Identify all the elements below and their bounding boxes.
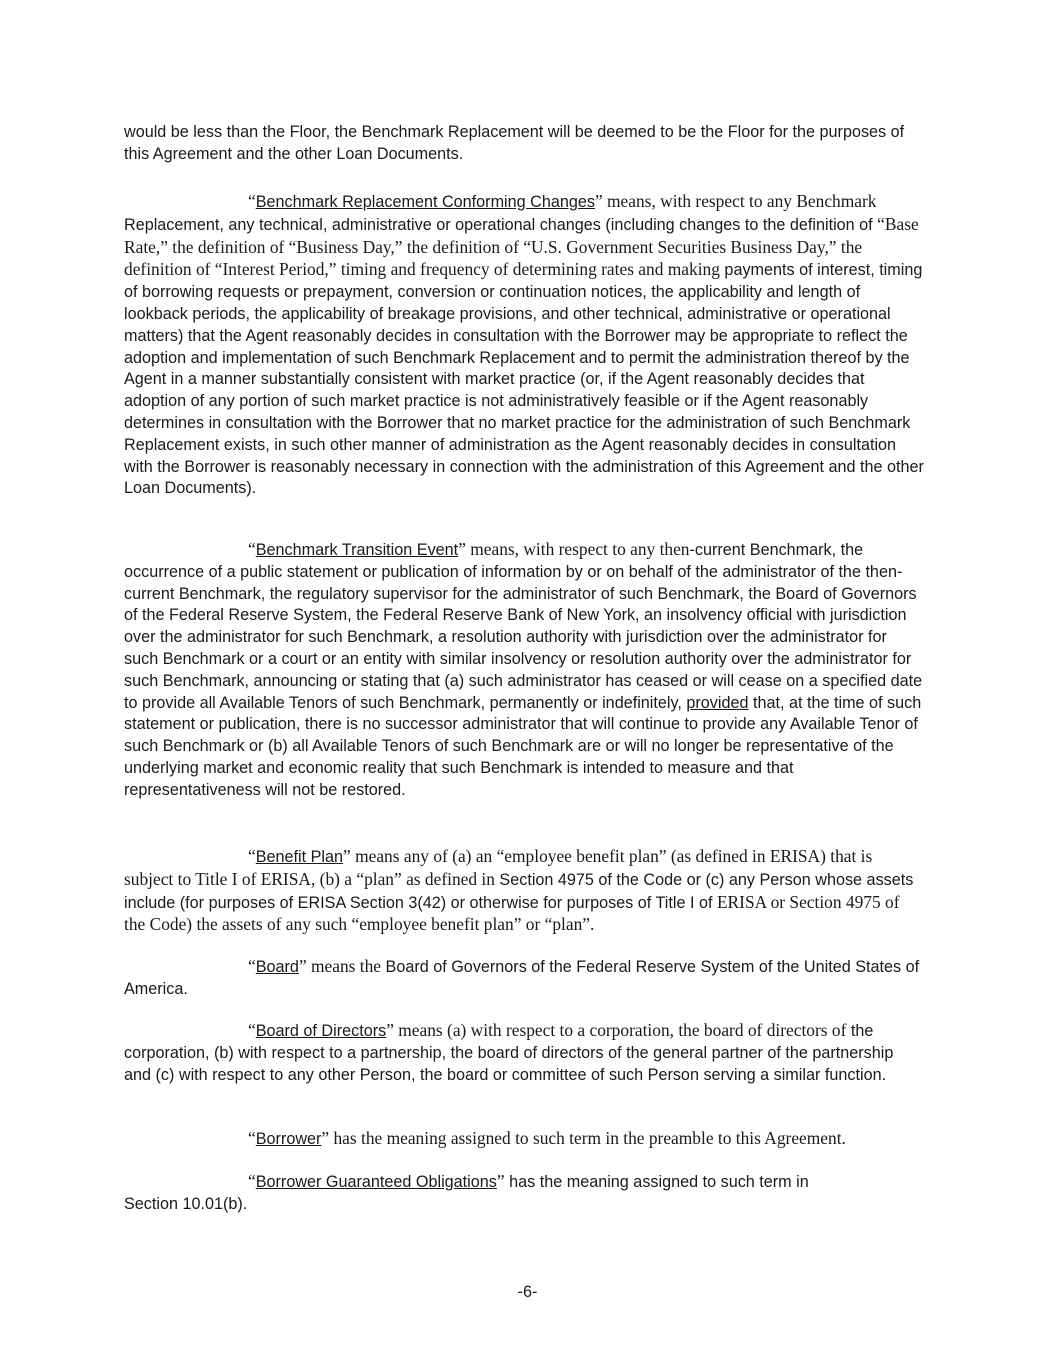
text-run: “Base Rate,” the definition of “Business Day,” the definition of “U.S. Government Securities Business Day,” the definition of “Interest Period,” timing and frequency of determining rates and making bbox=[124, 213, 919, 280]
text-run: “ bbox=[248, 1171, 256, 1191]
text-run: -current Benchmark, the occurrence of a public statement or publication of information by or on behalf of the administrator of the then-current Benchmark, the regulatory supervisor for the administrator of such Benchmark, the Board of Governors of the Federal Reserve System, the Federal Reserve Bank of New York, an insolvency official with jurisdiction over the administrator for such Benchmark, a resolution authority with jurisdiction over the administrator for such Benchmark or a court or an entity with similar insolvency or resolution authority over the administrator for such Benchmark, announcing or stating that (a) such administrator has ceased or will cease on a specified date to provide all Available Tenors of such Benchmark, permanently or indefinitely, bbox=[124, 541, 923, 712]
definition-borrower-guaranteed-obligations bbox=[124, 1171, 844, 1216]
definition-board bbox=[124, 956, 924, 1001]
text-run: ” means, with respect to any then bbox=[458, 539, 690, 559]
text-run: Section 4975 of the Code or (c) any Person whose assets include (for purposes of ERISA Section 3(42) or otherwise for purposes of Title I of bbox=[124, 870, 914, 912]
defined-term: Board bbox=[255, 958, 299, 976]
defined-term: Borrower bbox=[255, 1130, 322, 1148]
defined-term: Borrower Guaranteed Obligations bbox=[255, 1173, 497, 1191]
text-run: has the meaning assigned to such term in Section 10.01(b). bbox=[124, 1173, 809, 1213]
text-run: “ bbox=[248, 539, 256, 559]
defined-term: Board of Directors bbox=[255, 1022, 387, 1040]
definition-benchmark-transition-event bbox=[124, 539, 924, 802]
page-number: -6- bbox=[517, 1283, 538, 1301]
text-run: the corporation, (b) with respect to a partnership, the board of directors of the general partner of the partnership and (c) with respect to any other Person, the board or committee of such Person serving a similar function. bbox=[124, 1022, 894, 1084]
text-run: “ bbox=[248, 1020, 256, 1040]
text-run: Board of Governors of the Federal Reserve System of the United States of America. bbox=[124, 958, 920, 998]
definition-borrower bbox=[124, 1128, 924, 1151]
text-run: would be less than the Floor, the Benchmark Replacement will be deemed to be the Floor for the purposes of this Agreement and the other Loan Documents. bbox=[124, 123, 905, 163]
text-run: ” means, with respect to any Benchmark bbox=[594, 191, 877, 211]
text-run: “ bbox=[248, 191, 256, 211]
defined-term: Benchmark Transition Event bbox=[255, 541, 459, 559]
text-run: ” means any of (a) an “employee benefit plan” (as defined in ERISA) that is subject to Title I of ERISA, (b) a “plan” as defined in bbox=[124, 846, 873, 889]
text-run: ERISA or Section 4975 of the Code) the assets of any such “employee benefit plan” or “plan”. bbox=[124, 891, 900, 935]
defined-term: provided bbox=[686, 693, 749, 712]
definition-benchmark-replacement-conforming-changes bbox=[124, 191, 924, 500]
text-run: “ bbox=[248, 956, 256, 976]
text-run: ” bbox=[496, 1171, 505, 1191]
text-run: ” has the meaning assigned to such term in the preamble to this Agreement. bbox=[321, 1128, 846, 1148]
text-run: that, at the time of such statement or publication, there is no successor administrator that will continue to provide any Available Tenor of such Benchmark or (b) all Available Tenors of such Benchmark are or will no longer be representative of the underlying market and economic reality that such Benchmark is intended to measure and that representativeness will not be restored. bbox=[124, 693, 922, 799]
text-run: payments of interest, timing of borrowing requests or prepayment, conversion or continuation notices, the applicability and length of lookback periods, the applicability of breakage provisions, and other technical, administrative or operational matters) that the Agent reasonably decides in consultation with the Borrower may be appropriate to reflect the adoption and implementation of such Benchmark Replacement and to permit the administration thereof by the Agent in a manner substantially consistent with market practice (or, if the Agent reasonably decides that adoption of any portion of such market practice is not administratively feasible or if the Agent reasonably determines in consultation with the Borrower that no market practice for the administration of such Benchmark Replacement exists, in such other manner of administration as the Agent reasonably decides in consultation with the Borrower is reasonably necessary in connection with the administration of this Agreement and the other Loan Documents). bbox=[124, 261, 924, 498]
defined-term: Benefit Plan bbox=[255, 848, 344, 866]
text-run: ” means the bbox=[298, 956, 382, 976]
text-run: “ bbox=[248, 1128, 256, 1148]
text-run: Replacement, any technical, administrative or operational changes (including changes to the definition of bbox=[124, 215, 878, 234]
defined-term: Benchmark Replacement Conforming Changes bbox=[255, 193, 595, 211]
text-run: ” means (a) with respect to a corporation, the board of directors of bbox=[386, 1020, 847, 1040]
paragraph-floor-continuation bbox=[124, 122, 924, 166]
text-run: “ bbox=[248, 846, 256, 866]
definition-board-of-directors bbox=[124, 1020, 924, 1086]
definition-benefit-plan bbox=[124, 846, 924, 937]
